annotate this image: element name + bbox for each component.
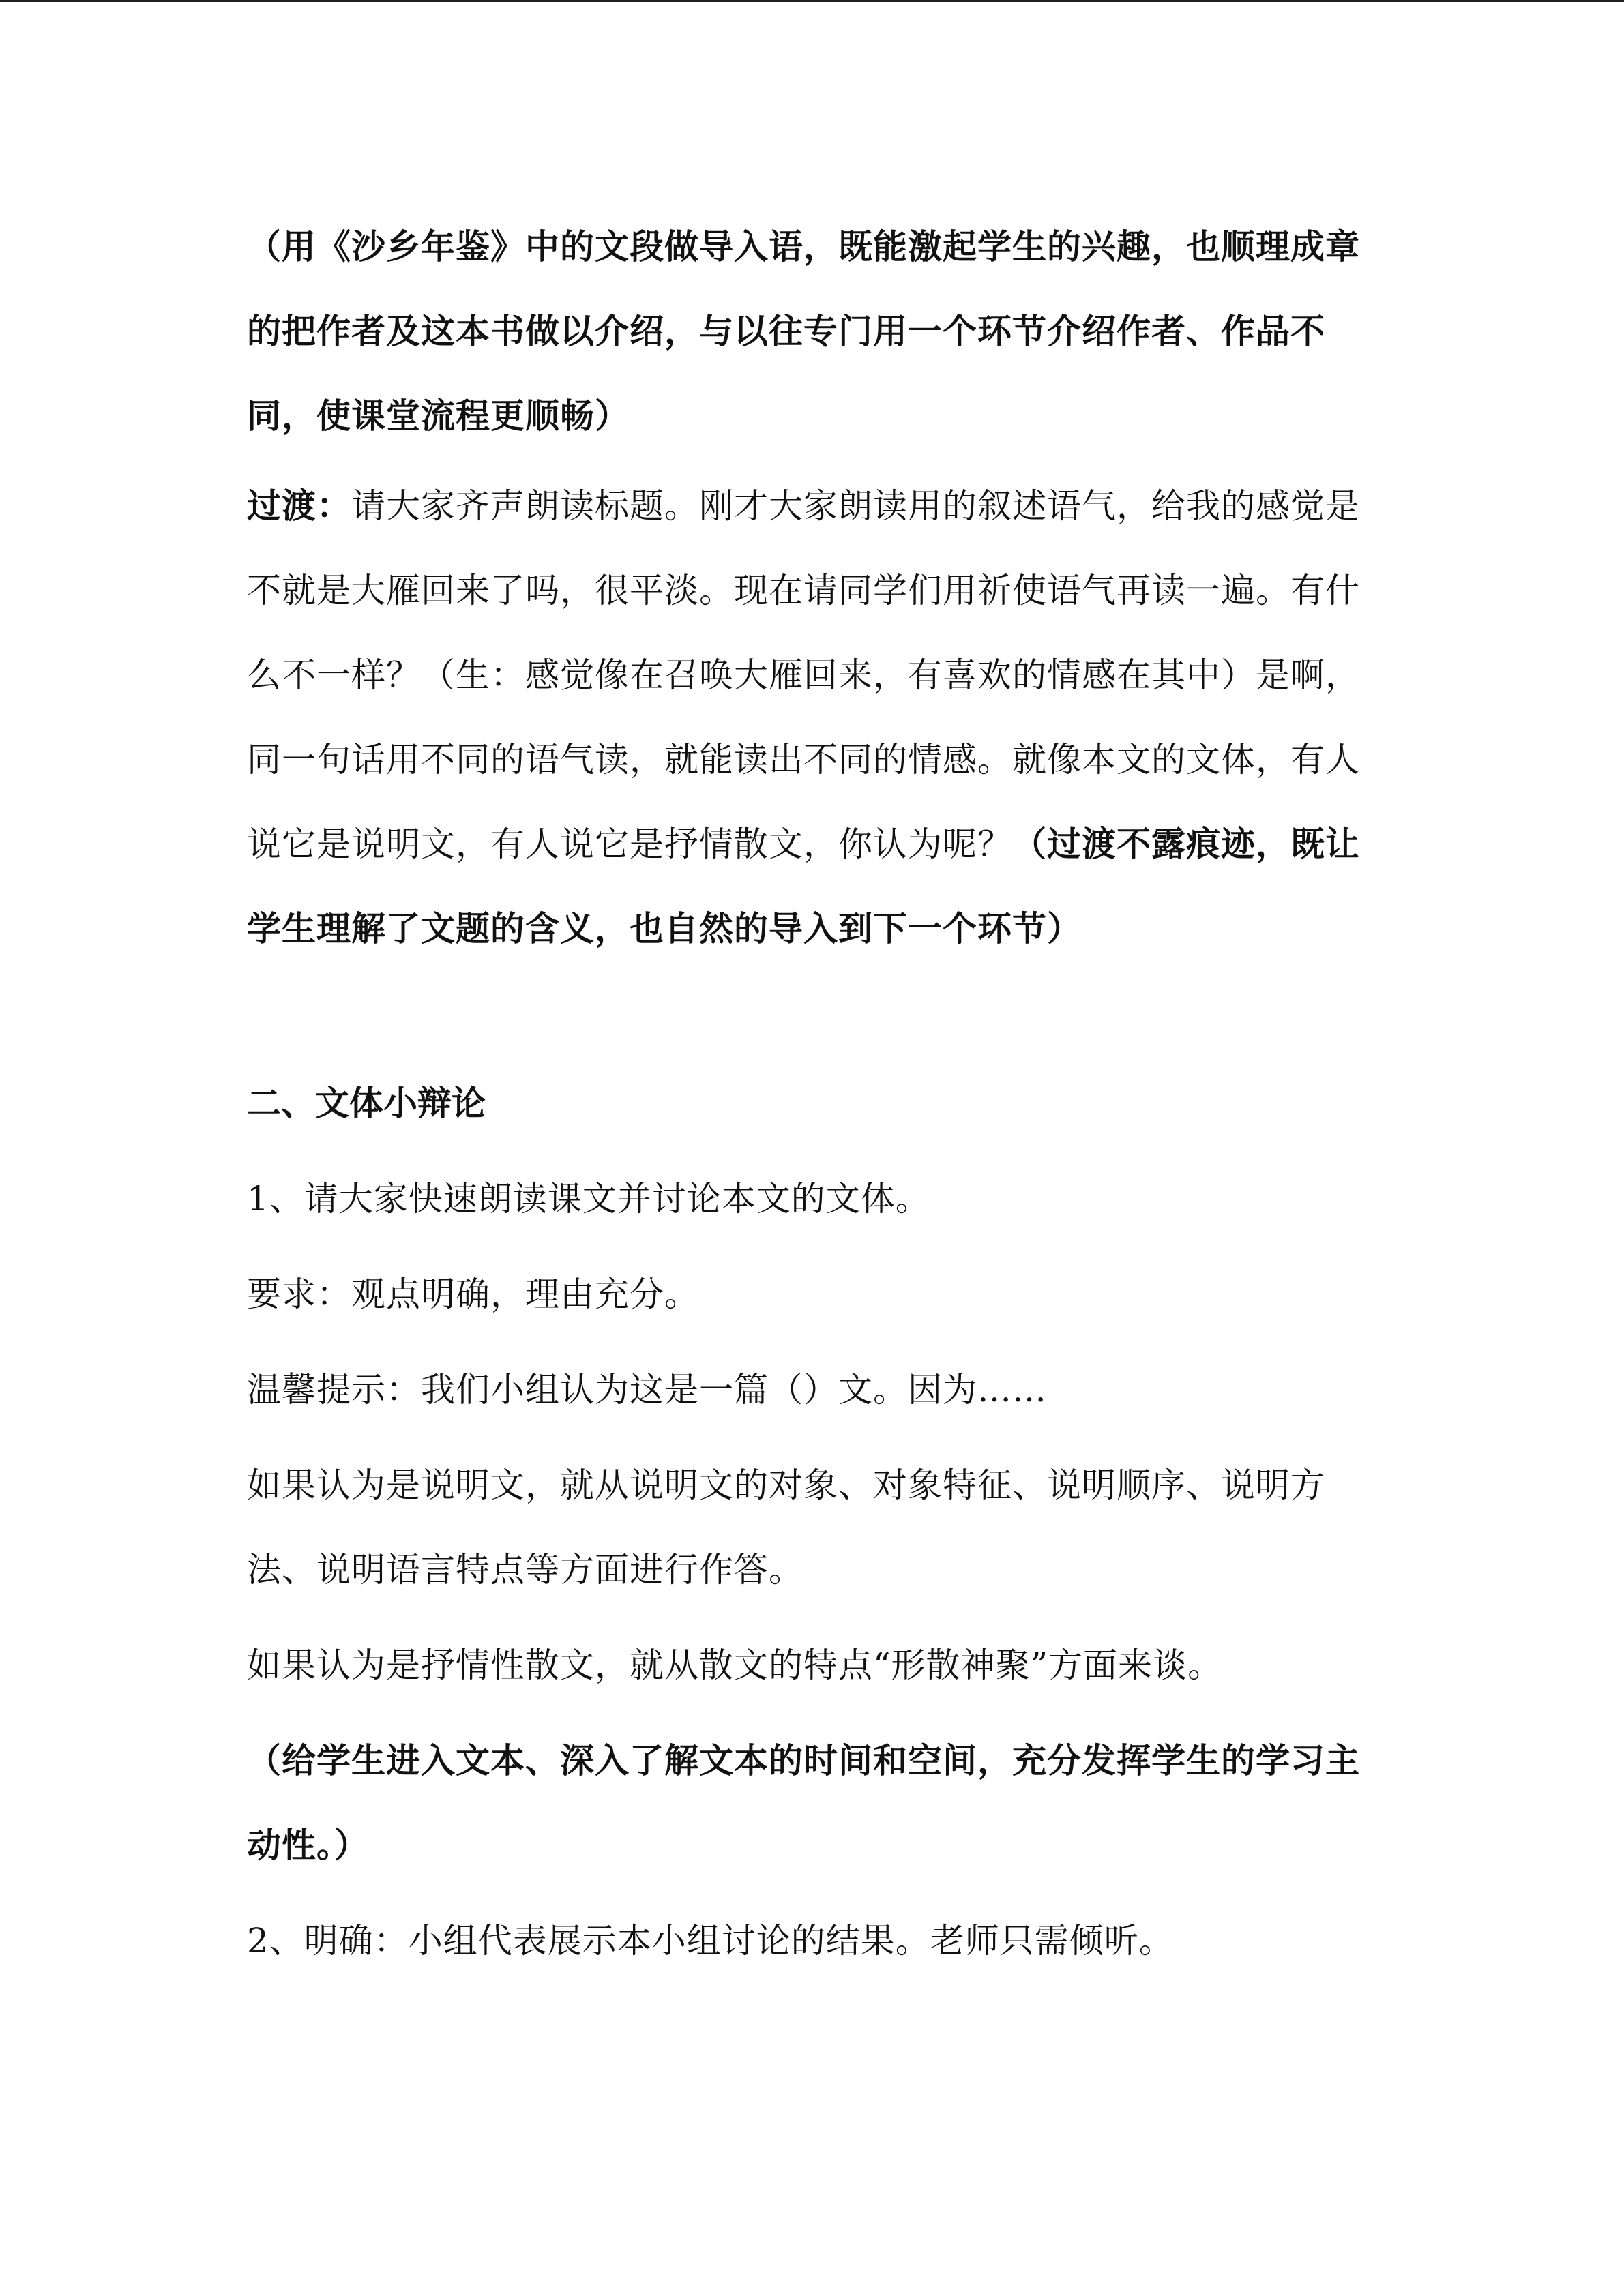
page-top-border — [0, 0, 1624, 2]
transition-paragraph — [247, 464, 1365, 971]
requirement-line: 要求：观点明确，理由充分。 — [247, 1274, 699, 1314]
lyrical-guidance: 如果认为是抒情性散文，就从散文的特点“形散神聚”方面来谈。 — [247, 1645, 1223, 1685]
document-body — [247, 205, 1365, 1994]
transition-note: （过渡不露痕迹，既让学生理解了文题的含义，也自然的导入到下一个环节） — [247, 824, 1360, 949]
transition-label: 过渡： — [247, 486, 351, 526]
item-2: 2、明确：小组代表展示本小组讨论的结果。老师只需倾听。 — [247, 1921, 1174, 1960]
item-1: 1、请大家快速朗读课文并讨论本文的文体。 — [247, 1179, 930, 1219]
design-note: （给学生进入文本、深入了解文本的时间和空间，充分发挥学生的学习主动性。） — [247, 1740, 1360, 1865]
intro-note: （用《沙乡年鉴》中的文段做导入语，既能激起学生的兴趣，也顺理成章的把作者及这本书做以介绍，与以往专门用一个环节介绍作者、作品不同，使课堂流程更顺畅） — [247, 226, 1360, 436]
transition-text: 请大家齐声朗读标题。刚才大家朗读用的叙述语气，给我的感觉是不就是大雁回来了吗，很平淡。现在请同学们用祈使语气再读一遍。有什么不一样？（生：感觉像在召唤大雁回来，有喜欢的情感在其中）是啊，同一句话用不同的语气读，就能读出不同的情感。就像本文的文体，有人说它是说明文，有人说它是抒情散文，你认为呢？ — [247, 486, 1360, 864]
section-title: 二、文体小辩论 — [247, 1083, 486, 1123]
expository-guidance: 如果认为是说明文，就从说明文的对象、对象特征、说明顺序、说明方法、说明语言特点等方面进行作答。 — [247, 1465, 1325, 1590]
tip-line: 温馨提示：我们小组认为这是一篇（）文。因为…… — [247, 1370, 1047, 1410]
